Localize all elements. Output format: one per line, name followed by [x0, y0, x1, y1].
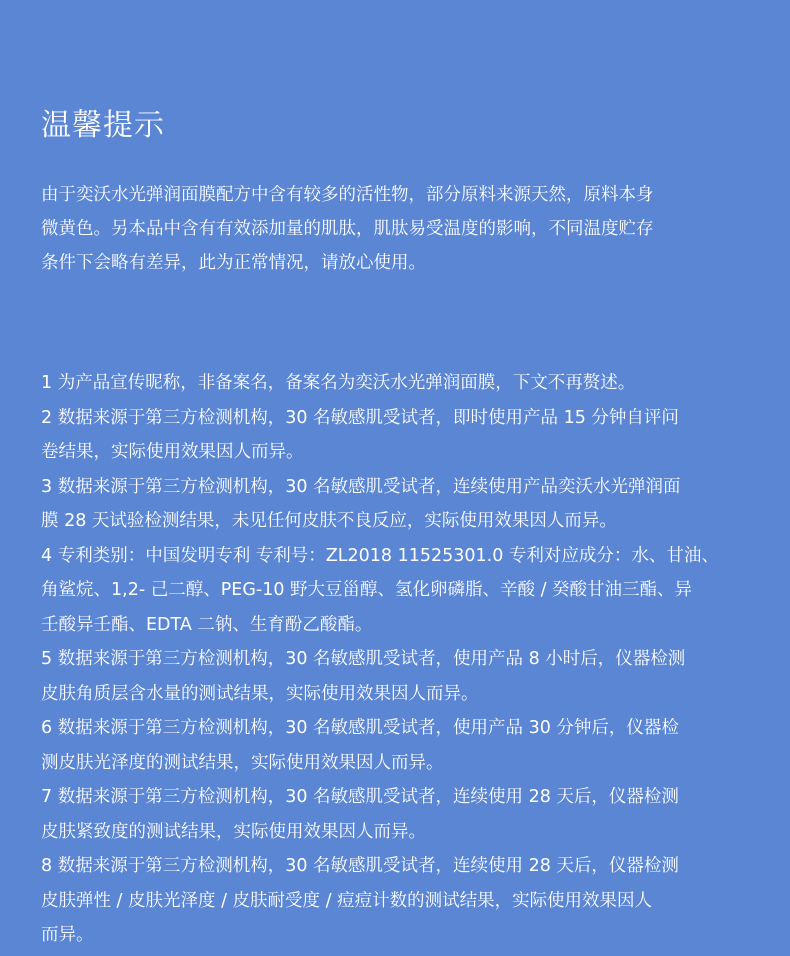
footnote-line: 7 数据来源于第三方检测机构，30 名敏感肌受试者，连续使用 28 天后，仪器检测	[41, 787, 679, 807]
footnote-line: 6 数据来源于第三方检测机构，30 名敏感肌受试者，使用产品 30 分钟后，仪器检	[41, 718, 679, 738]
intro-paragraph	[41, 178, 751, 280]
footnote-line: 壬酸异壬酯、EDTA 二钠、生育酚乙酸酯。	[41, 614, 373, 635]
intro-line: 条件下会略有差异，此为正常情况，请放心使用。	[41, 253, 426, 273]
footnote-line: 测皮肤光泽度的测试结果，实际使用效果因人而异。	[41, 752, 444, 773]
footnote-line: 3 数据来源于第三方检测机构，30 名敏感肌受试者，连续使用产品奕沃水光弹润面	[41, 476, 681, 497]
footnote-line: 4 专利类别：中国发明专利 专利号：ZL2018 11525301.0 专利对应成分：水、甘油、	[41, 545, 719, 566]
footnotes-list	[41, 366, 751, 953]
page-title: 温馨提示	[41, 108, 165, 143]
footnote-line: 5 数据来源于第三方检测机构，30 名敏感肌受试者，使用产品 8 小时后，仪器检测	[41, 649, 686, 669]
footnote-line: 1 为产品宣传昵称，非备案名，备案名为奕沃水光弹润面膜，下文不再赘述。	[41, 373, 636, 393]
footnote-line: 皮肤弹性 / 皮肤光泽度 / 皮肤耐受度 / 痘痘计数的测试结果，实际使用效果因人	[41, 890, 653, 911]
intro-line: 由于奕沃水光弹润面膜配方中含有较多的活性物，部分原料来源天然，原料本身	[41, 185, 654, 205]
intro-line: 微黄色。另本品中含有有效添加量的肌肽，肌肽易受温度的影响，不同温度贮存	[41, 219, 654, 239]
footnote-line: 卷结果，实际使用效果因人而异。	[41, 442, 304, 462]
footnote-line: 2 数据来源于第三方检测机构，30 名敏感肌受试者，即时使用产品 15 分钟自评问	[41, 407, 679, 428]
footnote-line: 而异。	[41, 925, 94, 945]
footnote-line: 8 数据来源于第三方检测机构，30 名敏感肌受试者，连续使用 28 天后，仪器检测	[41, 856, 679, 876]
footnote-line: 膜 28 天试验检测结果，未见任何皮肤不良反应，实际使用效果因人而异。	[41, 511, 617, 531]
footnote-line: 皮肤紧致度的测试结果，实际使用效果因人而异。	[41, 821, 426, 842]
footnote-line: 皮肤角质层含水量的测试结果，实际使用效果因人而异。	[41, 683, 479, 704]
footnote-line: 角鲨烷、1,2- 己二醇、PEG-10 野大豆甾醇、氢化卵磷脂、辛酸 / 癸酸甘油三酯、异	[41, 580, 693, 600]
